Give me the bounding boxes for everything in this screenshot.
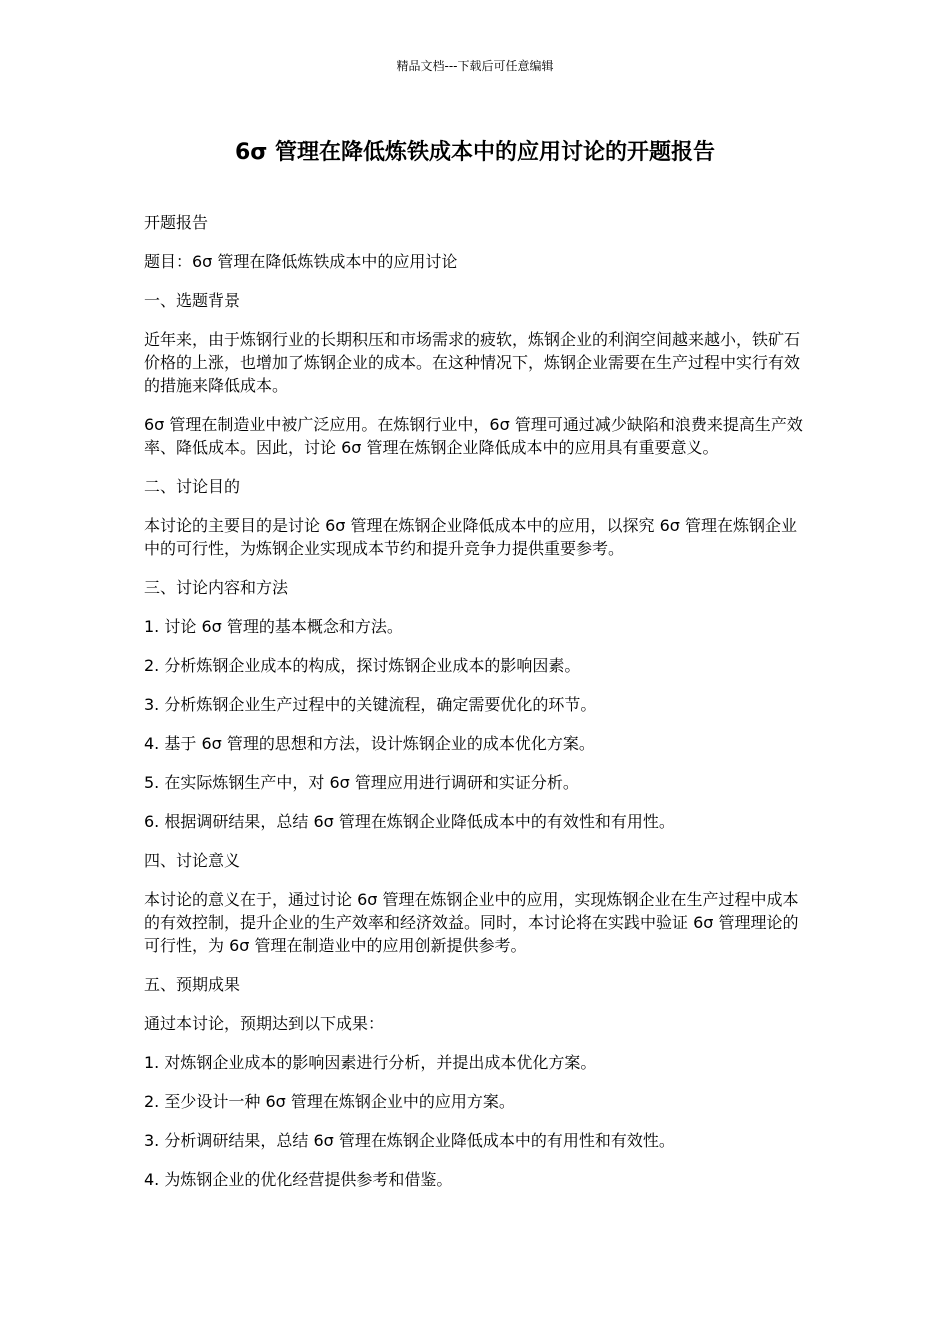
list-item-result-2: 2. 至少设计一种 6σ 管理在炼钢企业中的应用方案。	[144, 1092, 515, 1111]
list-item-result-3: 3. 分析调研结果，总结 6σ 管理在炼钢企业降低成本中的有用性和有效性。	[144, 1131, 675, 1150]
section-heading-expected-results: 五、预期成果	[144, 975, 241, 994]
paragraph-report-label: 开题报告	[144, 213, 209, 232]
list-item-content-2: 2. 分析炼钢企业成本的构成，探讨炼钢企业成本的影响因素。	[144, 656, 581, 675]
page-header: 精品文档---下载后可任意编辑	[396, 59, 554, 73]
paragraph-topic: 题目：6σ 管理在降低炼铁成本中的应用讨论	[144, 252, 458, 271]
list-item-content-6: 6. 根据调研结果，总结 6σ 管理在炼钢企业降低成本中的有效性和有用性。	[144, 812, 675, 831]
section-heading-purpose: 二、讨论目的	[144, 477, 241, 496]
paragraph-purpose: 本讨论的主要目的是讨论 6σ 管理在炼钢企业降低成本中的应用，以探究 6σ 管理在炼钢企业中的可行性，为炼钢企业实现成本节约和提升竞争力提供重要参考。	[144, 516, 797, 558]
section-heading-content-methods: 三、讨论内容和方法	[144, 578, 289, 597]
list-item-content-3: 3. 分析炼钢企业生产过程中的关键流程，确定需要优化的环节。	[144, 695, 597, 714]
paragraph-background-1: 近年来，由于炼钢行业的长期积压和市场需求的疲软，炼钢企业的利润空间越来越小，铁矿石价格的上涨，也增加了炼钢企业的成本。在这种情况下，炼钢企业需要在生产过程中实行有效的措施来降低成本。	[144, 330, 801, 395]
document-body	[144, 211, 810, 1207]
paragraph-expected-intro: 通过本讨论，预期达到以下成果：	[144, 1014, 385, 1033]
list-item-content-5: 5. 在实际炼钢生产中，对 6σ 管理应用进行调研和实证分析。	[144, 773, 579, 792]
section-heading-significance: 四、讨论意义	[144, 851, 241, 870]
list-item-result-1: 1. 对炼钢企业成本的影响因素进行分析，并提出成本优化方案。	[144, 1053, 597, 1072]
paragraph-background-2: 6σ 管理在制造业中被广泛应用。在炼钢行业中，6σ 管理可通过减少缺陷和浪费来提高生产效率、降低成本。因此，讨论 6σ 管理在炼钢企业降低成本中的应用具有重要意义。	[144, 415, 803, 457]
list-item-content-1: 1. 讨论 6σ 管理的基本概念和方法。	[144, 617, 403, 636]
section-heading-background: 一、选题背景	[144, 291, 241, 310]
paragraph-significance: 本讨论的意义在于，通过讨论 6σ 管理在炼钢企业中的应用，实现炼钢企业在生产过程中成本的有效控制，提升企业的生产效率和经济效益。同时，本讨论将在实践中验证 6σ 管理理论的可行性，为 6σ 管理在制造业中的应用创新提供参考。	[144, 890, 799, 955]
list-item-result-4: 4. 为炼钢企业的优化经营提供参考和借鉴。	[144, 1170, 453, 1189]
document-title: 6σ 管理在降低炼铁成本中的应用讨论的开题报告	[234, 140, 716, 165]
list-item-content-4: 4. 基于 6σ 管理的思想和方法，设计炼钢企业的成本优化方案。	[144, 734, 595, 753]
